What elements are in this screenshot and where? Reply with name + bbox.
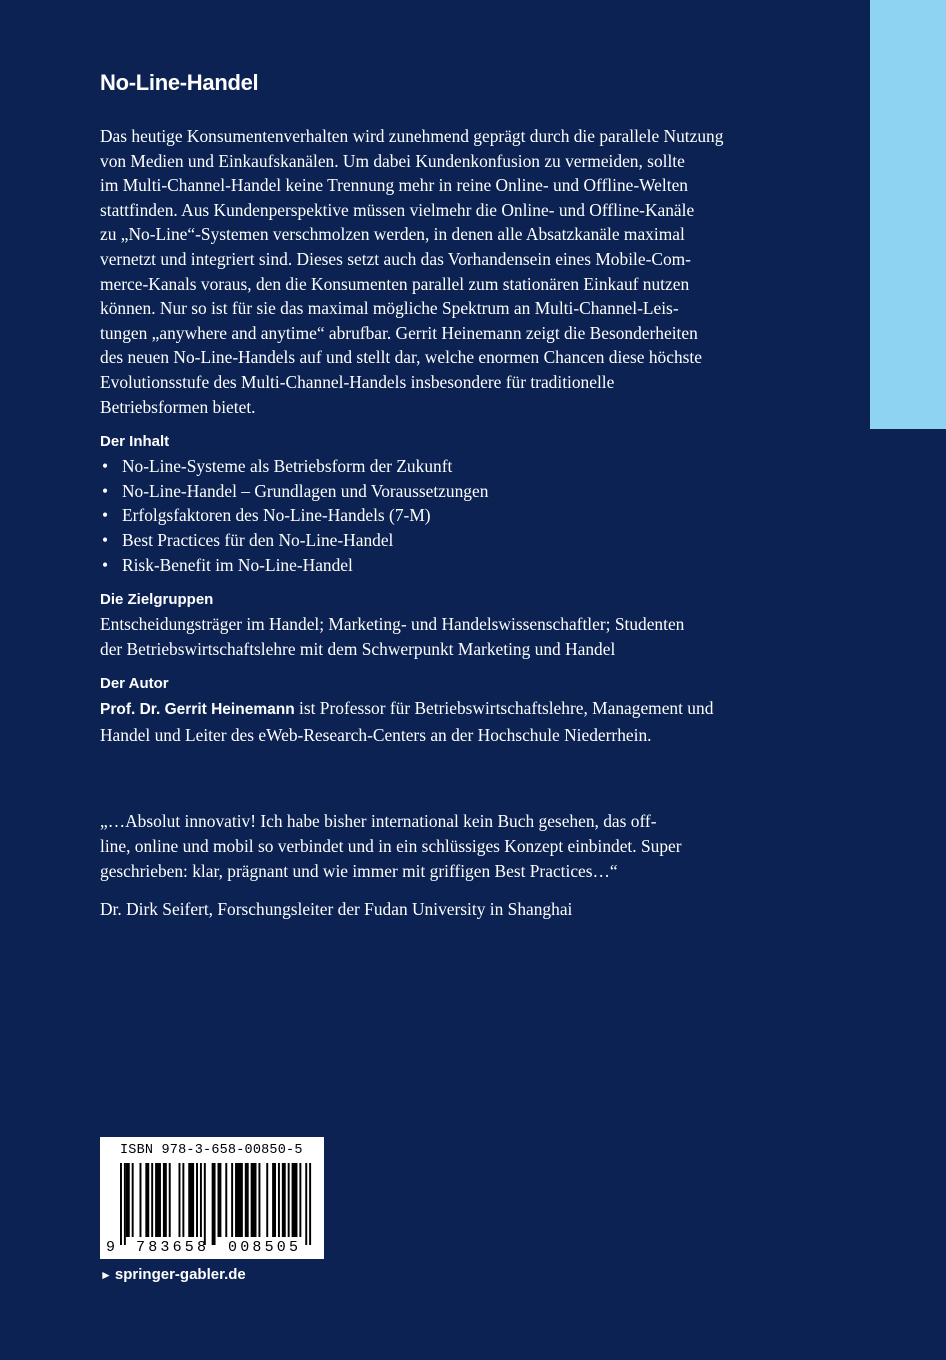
arrow-right-icon: ► <box>100 1268 112 1282</box>
barcode-bar <box>124 1163 126 1245</box>
barcode-bar <box>169 1163 171 1237</box>
barcode-bar <box>305 1163 307 1245</box>
list-item <box>100 528 772 553</box>
author-section <box>100 675 772 747</box>
bullet-icon: • <box>102 456 109 477</box>
list-item <box>100 479 772 504</box>
intro-line: Evolutionsstufe des Multi-Channel-Handels insbesondere für traditionelle <box>100 371 615 392</box>
barcode-bar <box>251 1163 257 1237</box>
back-cover-content <box>100 70 772 922</box>
list-item-text: No-Line-Handel – Grundlagen und Voraussetzungen <box>122 480 489 501</box>
intro-line: Betriebsformen bietet. <box>100 396 256 417</box>
quote-attribution: Dr. Dirk Seifert, Forschungsleiter der Fudan University in Shanghai <box>100 899 573 920</box>
accent-bar <box>870 0 946 429</box>
barcode-bar <box>292 1163 298 1237</box>
list-item <box>100 503 772 528</box>
publisher-website[interactable] <box>100 1266 246 1283</box>
list-item-text: Risk-Benefit im No-Line-Handel <box>122 554 353 575</box>
barcode-bar <box>182 1163 184 1237</box>
list-item-text: Best Practices für den No-Line-Handel <box>122 529 394 550</box>
audience-line: der Betriebswirtschaftslehre mit dem Schwerpunkt Marketing und Handel <box>100 638 616 659</box>
barcode-bar <box>225 1163 227 1237</box>
barcode-bar <box>235 1163 243 1237</box>
author-bio-text: ist Professor für Betriebswirtschaftslehre, Management und <box>294 698 714 719</box>
isbn-barcode <box>100 1137 324 1259</box>
audience-text <box>100 612 772 661</box>
bullet-icon: • <box>102 554 109 575</box>
quote-line: „…Absolut innovativ! Ich habe bisher international kein Buch gesehen, das off- <box>100 811 657 832</box>
bullet-icon: • <box>102 529 109 550</box>
barcode-digits-right: 008505 <box>228 1239 302 1256</box>
barcode-bar <box>120 1163 122 1245</box>
barcode-bar <box>272 1163 276 1237</box>
barcode-digits-left: 783658 <box>136 1239 210 1256</box>
book-title: No-Line-Handel <box>100 70 259 95</box>
bullet-icon: • <box>102 480 109 501</box>
quote-line: geschrieben: klar, prägnant und wie immer mit griffigen Best Practices…“ <box>100 860 618 881</box>
barcode-bar <box>218 1163 222 1237</box>
barcode-bar <box>155 1163 161 1237</box>
barcode-bar <box>309 1163 311 1245</box>
intro-line: des neuen No-Line-Handels auf und stellt dar, welche enormen Chancen diese höchste <box>100 347 702 368</box>
barcode-digit-lead: 9 <box>106 1239 116 1256</box>
barcode-bar <box>258 1163 260 1237</box>
contents-section <box>100 433 772 577</box>
barcode-bar <box>151 1163 153 1237</box>
list-item <box>100 454 772 479</box>
barcode-bar <box>288 1163 290 1237</box>
barcode-bar <box>212 1163 216 1245</box>
author-name: Prof. Dr. Gerrit Heinemann <box>100 701 295 719</box>
author-line <box>100 696 772 723</box>
intro-line: von Medien und Einkaufskanälen. Um dabei Kundenkonfusion zu vermeiden, sollte <box>100 150 685 171</box>
website-url: springer-gabler.de <box>114 1266 246 1283</box>
intro-line: stattfinden. Aus Kundenperspektive müssen vielmehr die Online- und Offline-Kanäle <box>100 199 695 220</box>
barcode-bar <box>204 1163 206 1245</box>
intro-line: können. Nur so ist für sie das maximal mögliche Spektrum an Multi-Channel-Leis- <box>100 298 679 319</box>
review-quote <box>100 809 772 883</box>
intro-line: Das heutige Konsumentenverhalten wird zunehmend geprägt durch die parallele Nutzung <box>100 126 724 146</box>
list-item-text: Erfolgsfaktoren des No-Line-Handels (7-M) <box>122 505 431 526</box>
barcode-bar <box>126 1163 130 1237</box>
barcode-bar <box>278 1163 280 1237</box>
intro-paragraph <box>100 124 772 419</box>
barcode-bar <box>200 1163 202 1237</box>
author-line: Handel und Leiter des eWeb-Research-Centers an der Hochschule Niederrhein. <box>100 724 652 745</box>
bullet-icon: • <box>102 505 109 526</box>
intro-line: zu „No-Line“-Systemen verschmolzen werden, in denen alle Absatzkanäle maximal <box>100 224 685 245</box>
list-item-text: No-Line-Systeme als Betriebsform der Zukunft <box>122 456 453 477</box>
barcode-bar <box>299 1163 301 1237</box>
audience-section <box>100 591 772 661</box>
list-item <box>100 553 772 578</box>
barcode-bar <box>145 1163 149 1237</box>
barcode-bar <box>163 1163 167 1237</box>
quote-line: line, online und mobil so verbindet und in ein schlüssiges Konzept einbindet. Super <box>100 836 682 857</box>
barcode-bar <box>132 1163 134 1237</box>
author-heading: Der Autor <box>100 675 169 693</box>
audience-line: Entscheidungsträger im Handel; Marketing- und Handelswissenschaftler; Studenten <box>100 614 685 635</box>
intro-line: vernetzt und integriert sind. Dieses setzt auch das Vorhandensein eines Mobile-Com- <box>100 248 691 269</box>
author-bio <box>100 696 772 747</box>
barcode-bar <box>245 1163 249 1237</box>
barcode-bar <box>282 1163 286 1237</box>
isbn-label: ISBN 978-3-658-00850-5 <box>120 1143 303 1158</box>
intro-line: im Multi-Channel-Handel keine Trennung mehr in reine Online- und Offline-Welten <box>100 175 688 196</box>
barcode-bar <box>266 1163 268 1237</box>
contents-heading: Der Inhalt <box>100 433 170 451</box>
barcode-bar <box>196 1163 198 1237</box>
intro-line: tungen „anywhere and anytime“ abrufbar. Gerrit Heinemann zeigt die Besonderheiten <box>100 322 698 343</box>
barcode-bar <box>231 1163 233 1237</box>
intro-line: merce-Kanals voraus, den die Konsumenten parallel zum stationären Einkauf nutzen <box>100 273 690 294</box>
barcode-bar <box>179 1163 181 1237</box>
contents-list <box>100 454 772 577</box>
barcode-bar <box>188 1163 194 1237</box>
barcode-bar <box>140 1163 142 1237</box>
audience-heading: Die Zielgruppen <box>100 591 214 609</box>
